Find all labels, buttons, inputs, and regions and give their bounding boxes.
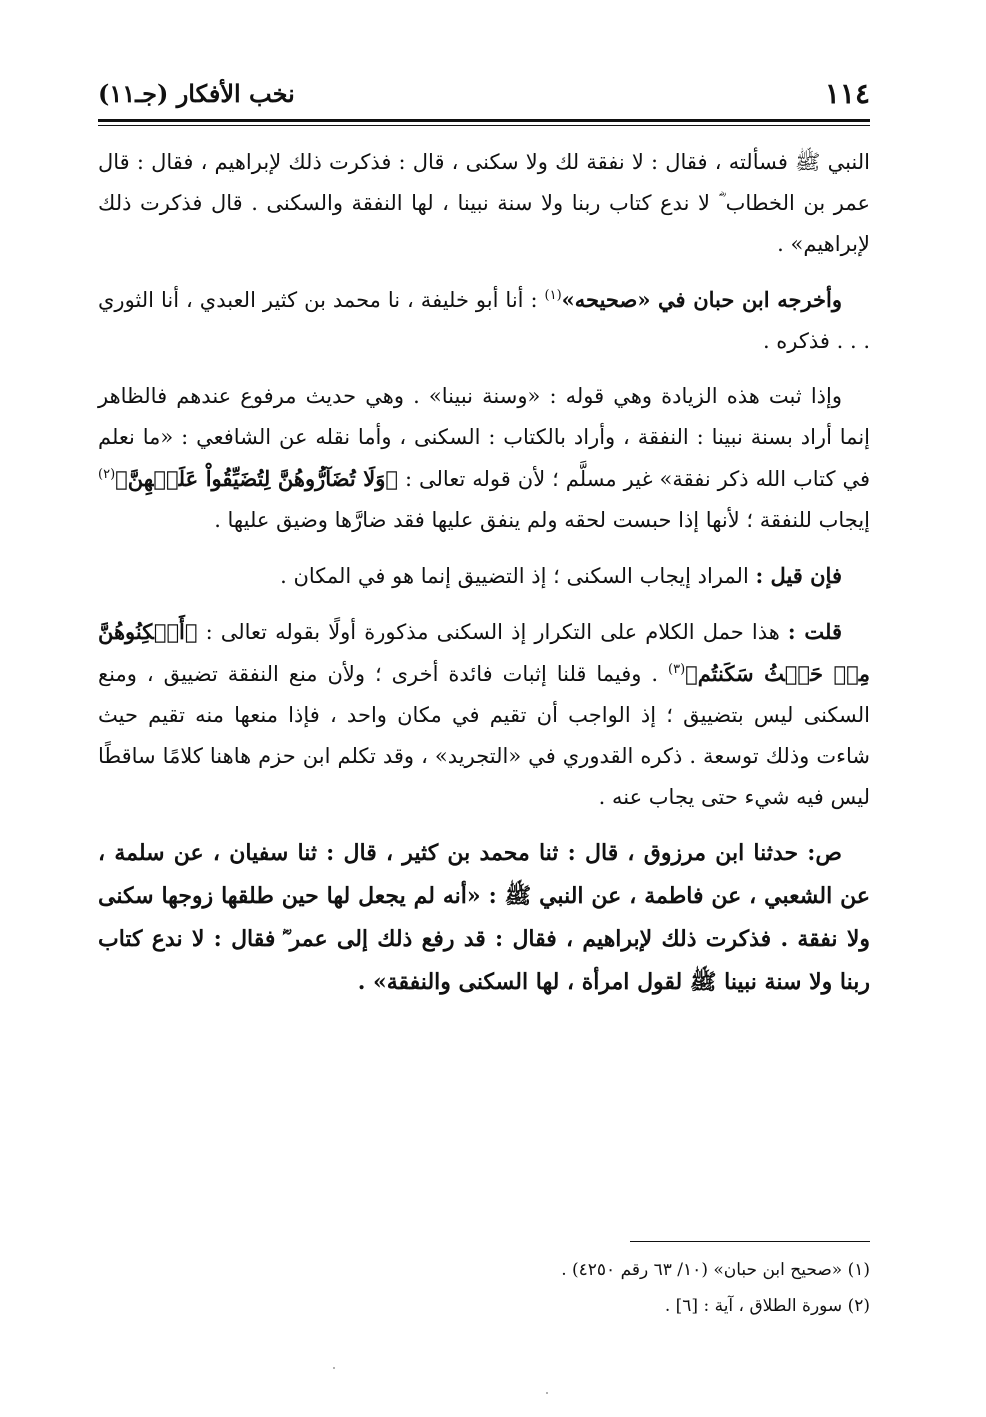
running-title: نخب الأفكار (جـ١١) <box>98 79 295 108</box>
paragraph-4-rest: المراد إيجاب السكنى ؛ إذ التضييق إنما هو في المكان . <box>280 564 756 588</box>
paragraph-5 <box>98 611 870 818</box>
header-rule-thin <box>98 125 870 126</box>
paragraph-4-lead: فإن قيل : <box>755 563 842 588</box>
footnote-ref-3: (٣) <box>668 662 686 677</box>
page-header <box>98 74 870 114</box>
footnote-2: (٢) سورة الطلاق ، آية : [٦] . <box>664 1296 870 1316</box>
quran-verse-2: ﴿أَسۡكِنُوهُنَّ مِنۡ حَيۡثُ سَكَنتُم﴾ <box>98 619 870 686</box>
paragraph-5-text-b: . وفيما قلنا إثبات فائدة أخرى ؛ ولأن منع النفقة تضييق ، ومنع السكنى ليس بتضييق ؛ إذ الواجب أن تقيم في مكان واحد ، فإذا منعها منه تقيم حيث شاءت وذلك توسعة . ذكره القدوري في «التجريد» ، وقد تكلم ابن حزم هاهنا كلامًا ساقطًا ليس فيه شيء حتى يجاب عنه . <box>98 662 870 809</box>
page-number: ١١٤ <box>824 77 870 110</box>
paragraph-5-text-a: هذا حمل الكلام على التكرار إذ السكنى مذكورة أولًا بقوله تعالى : <box>197 620 788 644</box>
footnote-ref-1: (١) <box>544 288 562 303</box>
paragraph-3-text-b: إيجاب للنفقة ؛ لأنها إذا حبست لحقه ولم ينفق عليها فقد ضارَّها وضيق عليها . <box>214 508 870 532</box>
footnote-rule <box>630 1241 870 1242</box>
hadith-text: ص: حدثنا ابن مرزوق ، قال : ثنا محمد بن كثير ، قال : ثنا سفيان ، عن سلمة ، عن الشعبي ، عن فاطمة ، عن النبي ﷺ : «أنه لم يجعل لها حين طلقها زوجها سكنى ولا نفقة . فذكرت ذلك لإبراهيم ، فقال : قد رفع ذلك إلى عمر ؓ فقال : لا ندع كتاب ربنا ولا سنة نبينا ﷺ لقول امرأة ، لها السكنى والنفقة» . <box>98 840 870 995</box>
paragraph-1-text: النبي ﷺ فسألته ، فقال : لا نفقة لك ولا سكنى ، قال : فذكرت ذلك لإبراهيم ، فقال : قال عمر بن الخطاب ؓ لا ندع كتاب ربنا ولا سنة نبينا ، لها النفقة والسكنى . قال فذكرت ذلك لإبراهيم» . <box>98 150 870 256</box>
footnote-1: (١) «صحيح ابن حبان» (١٠/ ٦٣ رقم ٤٢٥٠) . <box>561 1260 870 1280</box>
scan-speck <box>546 1392 548 1394</box>
paragraph-2 <box>98 279 870 362</box>
quran-verse-1: ﴿وَلَا تُضَآرُّوهُنَّ لِتُضَيِّقُواْ عَلَيۡهِنَّ﴾ <box>115 466 399 491</box>
paragraph-3-text-a: وإذا ثبت هذه الزيادة وهي قوله : «وسنة نبينا» . وهي حديث مرفوع عندهم فالظاهر إنما أراد بسنة نبينا : النفقة ، وأراد بالكتاب : السكنى ، وأما نقله عن الشافعي : «ما نعلم في كتاب الله ذكر نفقة» غير مسلَّم ؛ لأن قوله تعالى : <box>98 384 871 491</box>
body-text <box>98 142 870 1018</box>
footnote-ref-2: (٢) <box>98 467 116 482</box>
scan-speck <box>333 1367 335 1369</box>
paragraph-2-lead: وأخرجه ابن حبان في «صحيحه» <box>561 287 842 312</box>
paragraph-5-lead: قلت : <box>787 619 842 644</box>
hadith-paragraph <box>98 832 870 1004</box>
header-rule <box>98 119 870 122</box>
paragraph-2-rest: : أنا أبو خليفة ، نا محمد بن كثير العبدي ، أنا الثوري . . . فذكره . <box>98 288 870 353</box>
paragraph-1 <box>98 142 870 265</box>
paragraph-3 <box>98 376 870 541</box>
footnotes <box>116 1252 870 1324</box>
paragraph-4 <box>98 555 870 597</box>
